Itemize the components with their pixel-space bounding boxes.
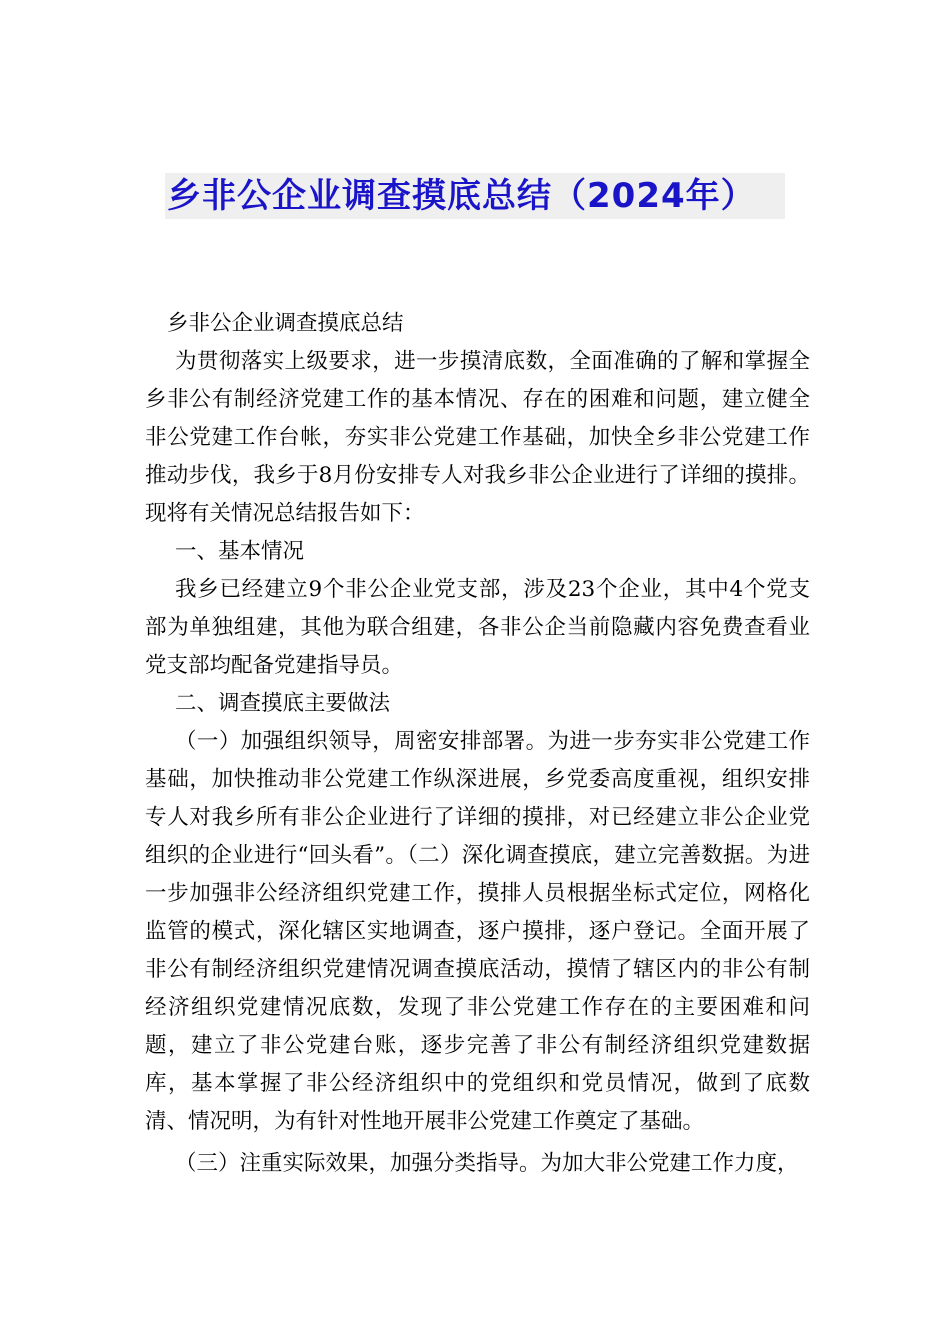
title-highlight <box>165 173 785 219</box>
paragraph-intro: 为贯彻落实上级要求，进一步摸清底数，全面准确的了解和掌握全乡非公有制经济党建工作的基本情况、存在的困难和问题，建立健全非公党建工作台帐，夯实非公党建工作基础，加快全乡非公党建工作推动步伐，我乡于8月份安排专人对我乡非公企业进行了详细的摸排。现将有关情况总结报告如下： <box>145 349 810 526</box>
section-heading-basic: 一、基本情况 <box>175 539 305 564</box>
document-subtitle: 乡非公企业调查摸底总结 <box>167 311 404 336</box>
paragraph-guidance: （三）注重实际效果，加强分类指导。为加大非公党建工作力度， <box>175 1151 799 1176</box>
section-heading-methods: 二、调查摸底主要做法 <box>175 691 391 716</box>
paragraph-methods: （一）加强组织领导，周密安排部署。为进一步夯实非公党建工作基础，加快推动非公党建工作纵深进展，乡党委高度重视，组织安排专人对我乡所有非公企业进行了详细的摸排，对已经建立非公企业党组织的企业进行“回头看”。（二）深化调查摸底，建立完善数据。为进一步加强非公经济组织党建工作，摸排人员根据坐标式定位，网格化监管的模式，深化辖区实地调查，逐户摸排，逐户登记。全面开展了非公有制经济组织党建情况调查摸底活动，摸情了辖区内的非公有制经济组织党建情况底数，发现了非公党建工作存在的主要困难和问题，建立了非公党建台账，逐步完善了非公有制经济组织党建数据库，基本掌握了非公经济组织中的党组织和党员情况，做到了底数清、情况明，为有针对性地开展非公党建工作奠定了基础。 <box>145 729 810 1134</box>
document-body <box>145 305 810 1183</box>
document-title: 乡非公企业调查摸底总结（2024年） <box>167 176 756 216</box>
paragraph-basic-situation: 我乡已经建立9个非公企业党支部，涉及23个企业，其中4个党支部为单独组建，其他为联合组建，各非公企当前隐藏内容免费查看业党支部均配备党建指导员。 <box>145 577 810 678</box>
